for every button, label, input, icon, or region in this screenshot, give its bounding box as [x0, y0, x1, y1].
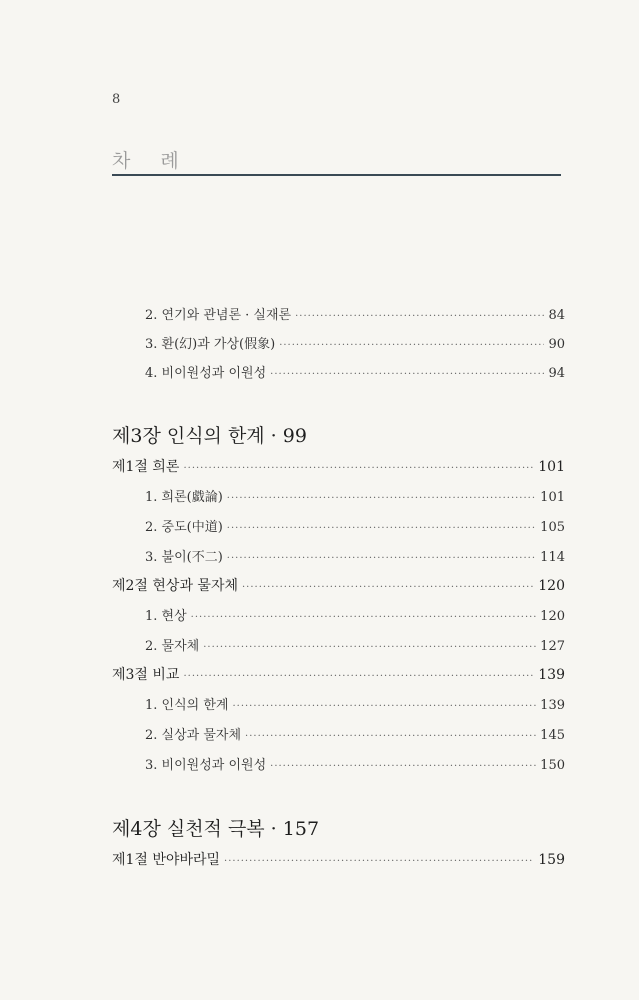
dot-leader: [183, 671, 534, 682]
entry-page: 105: [540, 520, 565, 535]
dot-leader: [279, 340, 544, 351]
dot-leader: [183, 463, 534, 474]
entry-label: 2. 실상과 물자체: [145, 728, 242, 743]
dot-leader: [245, 731, 536, 742]
entry-label: 3. 환(幻)과 가상(假象): [145, 337, 276, 352]
entry-label: 4. 비이원성과 이원성: [145, 366, 267, 381]
entry-label: 제2절 현상과 물자체: [112, 578, 238, 594]
entry-page: 120: [538, 578, 565, 594]
toc-entry: [145, 694, 565, 713]
entry-label: 2. 연기와 관념론 · 실재론: [145, 308, 292, 323]
chapter-heading: 제4장 실천적 극복 · 157: [112, 818, 320, 840]
entry-label: 3. 비이원성과 이원성: [145, 758, 267, 773]
dot-leader: [270, 761, 536, 772]
chapter-heading: 제3장 인식의 한계 · 99: [112, 425, 307, 447]
entry-page: 139: [538, 667, 565, 683]
entry-label: 제1절 반야바라밀: [112, 852, 221, 868]
dot-leader: [191, 612, 537, 623]
entry-page: 120: [540, 609, 565, 624]
entry-label: 2. 중도(中道): [145, 520, 223, 535]
entry-label: 1. 인식의 한계: [145, 698, 229, 713]
toc-entry: [145, 333, 565, 352]
entry-label: 3. 불이(不二): [145, 550, 223, 565]
dot-leader: [227, 553, 536, 564]
toc-entry: [145, 362, 565, 381]
dot-leader: [295, 311, 544, 322]
toc-entry: [145, 724, 565, 743]
section-entry: [112, 849, 565, 869]
entry-page: 101: [538, 459, 565, 475]
dot-leader: [224, 856, 534, 867]
toc-entry: [145, 754, 565, 773]
dot-leader: [232, 701, 536, 712]
toc-entry: [145, 516, 565, 535]
page-number: 8: [112, 92, 121, 107]
entry-label: 1. 희론(戱論): [145, 490, 223, 505]
section-entry: [112, 664, 565, 684]
toc-entry: [145, 635, 565, 654]
dot-leader: [227, 493, 536, 504]
dot-leader: [227, 523, 536, 534]
toc-entry: [145, 486, 565, 505]
toc-entry: [145, 605, 565, 624]
dot-leader: [242, 582, 534, 593]
entry-label: 1. 현상: [145, 609, 187, 624]
entry-page: 101: [540, 490, 565, 505]
entry-page: 84: [548, 308, 565, 323]
entry-label: 2. 물자체: [145, 639, 200, 654]
toc-title: 차 례: [112, 150, 191, 172]
entry-page: 159: [538, 852, 565, 868]
entry-page: 150: [540, 758, 565, 773]
section-entry: [112, 456, 565, 476]
entry-label: 제1절 희론: [112, 459, 180, 475]
entry-page: 114: [540, 550, 565, 565]
section-entry: [112, 575, 565, 595]
dot-leader: [203, 642, 536, 653]
dot-leader: [270, 369, 544, 380]
toc-entry: [145, 546, 565, 565]
toc-entry: [145, 304, 565, 323]
title-divider: [112, 174, 561, 176]
entry-page: 94: [548, 366, 565, 381]
entry-page: 127: [540, 639, 565, 654]
entry-page: 90: [548, 337, 565, 352]
entry-page: 139: [540, 698, 565, 713]
entry-page: 145: [540, 728, 565, 743]
entry-label: 제3절 비교: [112, 667, 180, 683]
